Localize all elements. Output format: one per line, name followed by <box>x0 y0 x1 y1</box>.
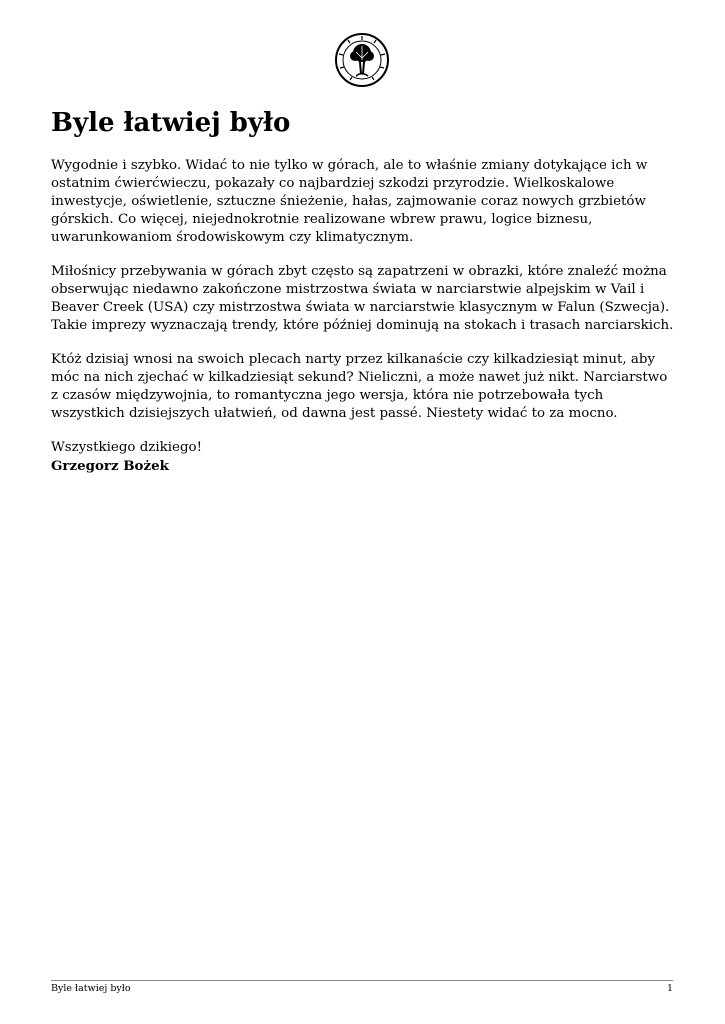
paragraph-1: Wygodnie i szybko. Widać to nie tylko w górach, ale to właśnie zmiany dotykające ich w ostatnim ćwierćwieczu, pokazały co najbardziej szkodzi przyrodzie. Wielkoskalowe inwestycje, oświetlenie, sztuczne śnieżenie, hałas, zajmowanie coraz nowych grzbietów górskich. Co więcej, niejednokrotnie realizowane wbrew prawu, logice biznesu, uwarunkowaniom środowiskowym czy klimatycznym. <box>51 158 648 245</box>
signature <box>51 439 675 475</box>
footer-divider <box>51 980 673 981</box>
article-body <box>51 157 675 491</box>
paragraph-2: Miłośnicy przebywania w górach zbyt często są zapatrzeni w obrazki, które znaleźć można obserwując niedawno zakończone mistrzostwa świata w narciarstwie alpejskim w Vail i Beaver Creek (USA) czy mistrzostwa świata w narciarstwie klasycznym w Falun (Szwecja). Takie imprezy wyznaczają trendy, które później dominują na stokach i trasach narciarskich. <box>51 264 674 333</box>
tree-seal-logo-icon <box>334 32 390 88</box>
paragraph-3: Któż dzisiaj wnosi na swoich plecach narty przez kilkanaście czy kilkadziesiąt minut, aby móc na nich zjechać w kilkadziesiąt sekund? Nieliczni, a może nawet już nikt. Narciarstwo z czasów międzywojnia, to romantyczna jego wersja, która nie potrzebowała tych wszystkich dzisiejszych ułatwień, od dawna jest passé. Niestety widać to za mocno. <box>51 352 668 421</box>
footer-title: Byle łatwiej było <box>51 983 131 994</box>
article-title: Byle łatwiej było <box>51 108 291 138</box>
closing-greeting: Wszystkiego dzikiego! <box>51 440 202 455</box>
page-number: 1 <box>666 983 673 994</box>
author-name: Grzegorz Bożek <box>51 458 169 474</box>
